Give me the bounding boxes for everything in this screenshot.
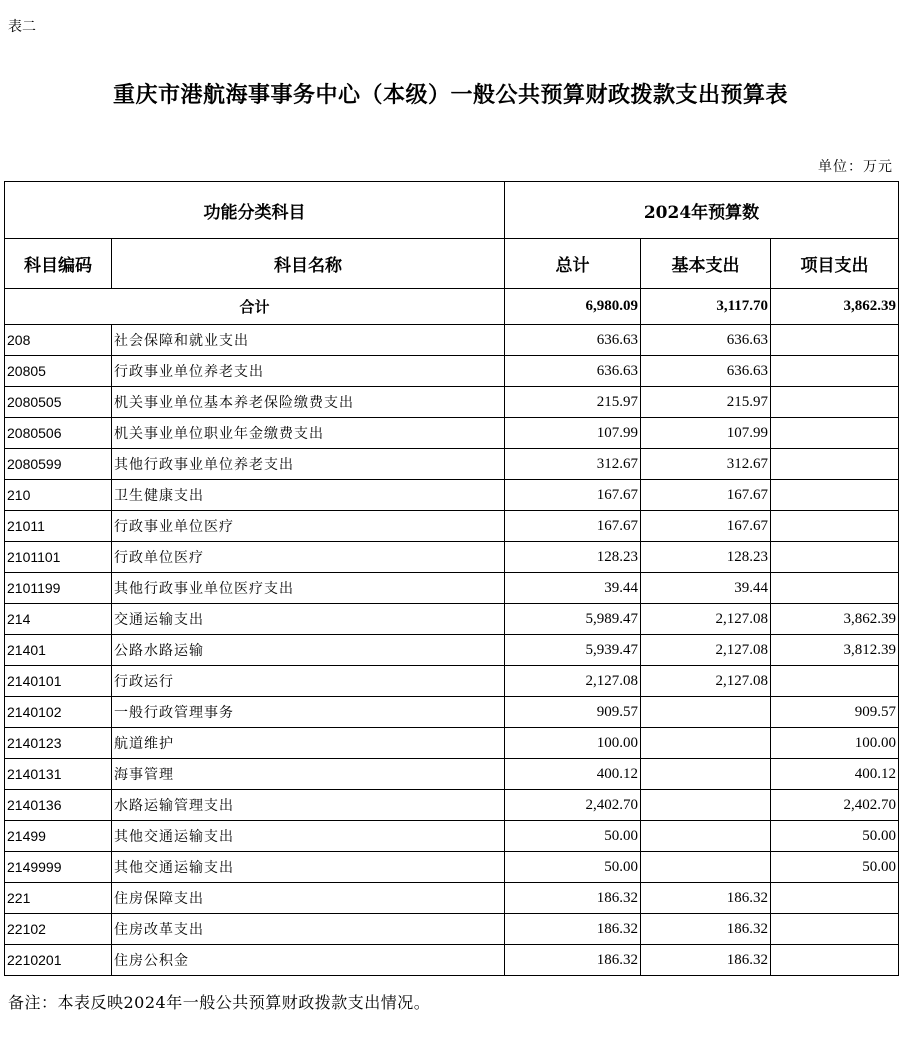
subject-name-cell: 其他行政事业单位医疗支出 [112,573,505,604]
basic-expense-cell: 186.32 [641,914,771,945]
header-function-classification: 功能分类科目 [5,182,505,239]
subject-code-cell: 2080505 [5,387,112,418]
subject-code-cell: 22102 [5,914,112,945]
header-subject-code: 科目编码 [5,239,112,289]
project-expense-cell: 100.00 [771,728,899,759]
total-label: 合计 [5,289,505,325]
basic-expense-cell [641,697,771,728]
table-row [5,852,899,883]
project-expense-cell [771,511,899,542]
header-project-expense: 项目支出 [771,239,899,289]
project-expense-cell [771,449,899,480]
subject-name-cell: 其他行政事业单位养老支出 [112,449,505,480]
basic-expense-cell: 186.32 [641,883,771,914]
subject-code-cell: 20805 [5,356,112,387]
table-row [5,945,899,976]
total-cell: 186.32 [505,914,641,945]
basic-expense-cell [641,790,771,821]
document-title: 重庆市港航海事事务中心（本级）一般公共预算财政拨款支出预算表 [112,82,788,108]
basic-expense-cell: 186.32 [641,945,771,976]
table-row [5,759,899,790]
table-row [5,573,899,604]
subject-name-cell: 住房公积金 [112,945,505,976]
footnote: 备注：本表反映2024年一般公共预算财政拨款支出情况。 [8,993,431,1012]
basic-expense-cell [641,728,771,759]
subject-code-cell: 2140136 [5,790,112,821]
project-expense-cell [771,542,899,573]
project-expense-cell [771,387,899,418]
subject-code-cell: 21499 [5,821,112,852]
subject-name-cell: 交通运输支出 [112,604,505,635]
total-row [5,289,899,325]
total-cell: 5,989.47 [505,604,641,635]
subject-name-cell: 机关事业单位职业年金缴费支出 [112,418,505,449]
project-expense-cell: 400.12 [771,759,899,790]
basic-expense-cell: 636.63 [641,356,771,387]
table-row [5,666,899,697]
table-row [5,635,899,666]
total-cell: 2,402.70 [505,790,641,821]
project-expense-cell [771,666,899,697]
table-row [5,449,899,480]
subject-name-cell: 行政运行 [112,666,505,697]
table-row [5,480,899,511]
header-budget-2024: 2024年预算数 [505,182,899,239]
basic-expense-cell: 636.63 [641,325,771,356]
total-cell: 312.67 [505,449,641,480]
basic-expense-cell: 167.67 [641,511,771,542]
table-row [5,356,899,387]
subject-code-cell: 2140102 [5,697,112,728]
project-expense-cell [771,573,899,604]
subject-code-cell: 2080506 [5,418,112,449]
subject-code-cell: 2140101 [5,666,112,697]
table-row [5,604,899,635]
total-cell: 128.23 [505,542,641,573]
basic-expense-cell: 128.23 [641,542,771,573]
subject-code-cell: 2140123 [5,728,112,759]
subject-code-cell: 214 [5,604,112,635]
table-row [5,697,899,728]
subject-code-cell: 2101199 [5,573,112,604]
subject-name-cell: 住房保障支出 [112,883,505,914]
total-cell: 107.99 [505,418,641,449]
basic-expense-cell: 2,127.08 [641,604,771,635]
subject-name-cell: 航道维护 [112,728,505,759]
project-expense-cell [771,945,899,976]
table-row [5,883,899,914]
project-expense-cell [771,883,899,914]
header-total: 总计 [505,239,641,289]
basic-expense-cell: 107.99 [641,418,771,449]
subject-code-cell: 2080599 [5,449,112,480]
total-cell: 50.00 [505,821,641,852]
table-row [5,511,899,542]
basic-expense-cell: 2,127.08 [641,635,771,666]
basic-expense-cell: 39.44 [641,573,771,604]
total-cell: 909.57 [505,697,641,728]
subject-code-cell: 2210201 [5,945,112,976]
basic-expense-cell: 2,127.08 [641,666,771,697]
subject-name-cell: 住房改革支出 [112,914,505,945]
table-row [5,542,899,573]
subject-name-cell: 其他交通运输支出 [112,852,505,883]
subject-code-cell: 210 [5,480,112,511]
subject-code-cell: 2101101 [5,542,112,573]
total-cell: 636.63 [505,325,641,356]
total-cell: 100.00 [505,728,641,759]
table-row [5,387,899,418]
total-cell: 50.00 [505,852,641,883]
subject-name-cell: 水路运输管理支出 [112,790,505,821]
subject-name-cell: 其他交通运输支出 [112,821,505,852]
total-cell: 2,127.08 [505,666,641,697]
subject-name-cell: 社会保障和就业支出 [112,325,505,356]
subject-name-cell: 卫生健康支出 [112,480,505,511]
table-row [5,790,899,821]
subject-code-cell: 221 [5,883,112,914]
subject-name-cell: 公路水路运输 [112,635,505,666]
subject-code-cell: 21401 [5,635,112,666]
table-row [5,325,899,356]
project-expense-cell [771,480,899,511]
project-expense-cell: 2,402.70 [771,790,899,821]
total-cell: 167.67 [505,511,641,542]
basic-expense-cell: 312.67 [641,449,771,480]
total-cell: 39.44 [505,573,641,604]
total-cell: 215.97 [505,387,641,418]
total-project: 3,862.39 [771,289,899,325]
total-cell: 167.67 [505,480,641,511]
subject-name-cell: 机关事业单位基本养老保险缴费支出 [112,387,505,418]
project-expense-cell: 50.00 [771,821,899,852]
basic-expense-cell: 215.97 [641,387,771,418]
header-subject-name: 科目名称 [112,239,505,289]
project-expense-cell: 909.57 [771,697,899,728]
table-row [5,914,899,945]
total-basic: 3,117.70 [641,289,771,325]
project-expense-cell: 3,862.39 [771,604,899,635]
total-cell: 186.32 [505,883,641,914]
project-expense-cell [771,914,899,945]
basic-expense-cell [641,821,771,852]
subject-name-cell: 一般行政管理事务 [112,697,505,728]
table-number-label: 表二 [8,19,36,35]
subject-code-cell: 21011 [5,511,112,542]
project-expense-cell [771,356,899,387]
total-cell: 400.12 [505,759,641,790]
total-cell: 186.32 [505,945,641,976]
project-expense-cell: 3,812.39 [771,635,899,666]
subject-code-cell: 2149999 [5,852,112,883]
table-row [5,418,899,449]
project-expense-cell [771,325,899,356]
subject-name-cell: 行政事业单位医疗 [112,511,505,542]
subject-name-cell: 行政单位医疗 [112,542,505,573]
basic-expense-cell [641,759,771,790]
header-basic-expense: 基本支出 [641,239,771,289]
total-cell: 5,939.47 [505,635,641,666]
subject-name-cell: 行政事业单位养老支出 [112,356,505,387]
total-cell: 636.63 [505,356,641,387]
project-expense-cell: 50.00 [771,852,899,883]
project-expense-cell [771,418,899,449]
basic-expense-cell: 167.67 [641,480,771,511]
subject-code-cell: 208 [5,325,112,356]
basic-expense-cell [641,852,771,883]
subject-name-cell: 海事管理 [112,759,505,790]
total-sum: 6,980.09 [505,289,641,325]
unit-label: 单位：万元 [818,159,893,175]
table-row [5,728,899,759]
budget-table [4,181,899,976]
subject-code-cell: 2140131 [5,759,112,790]
table-row [5,821,899,852]
